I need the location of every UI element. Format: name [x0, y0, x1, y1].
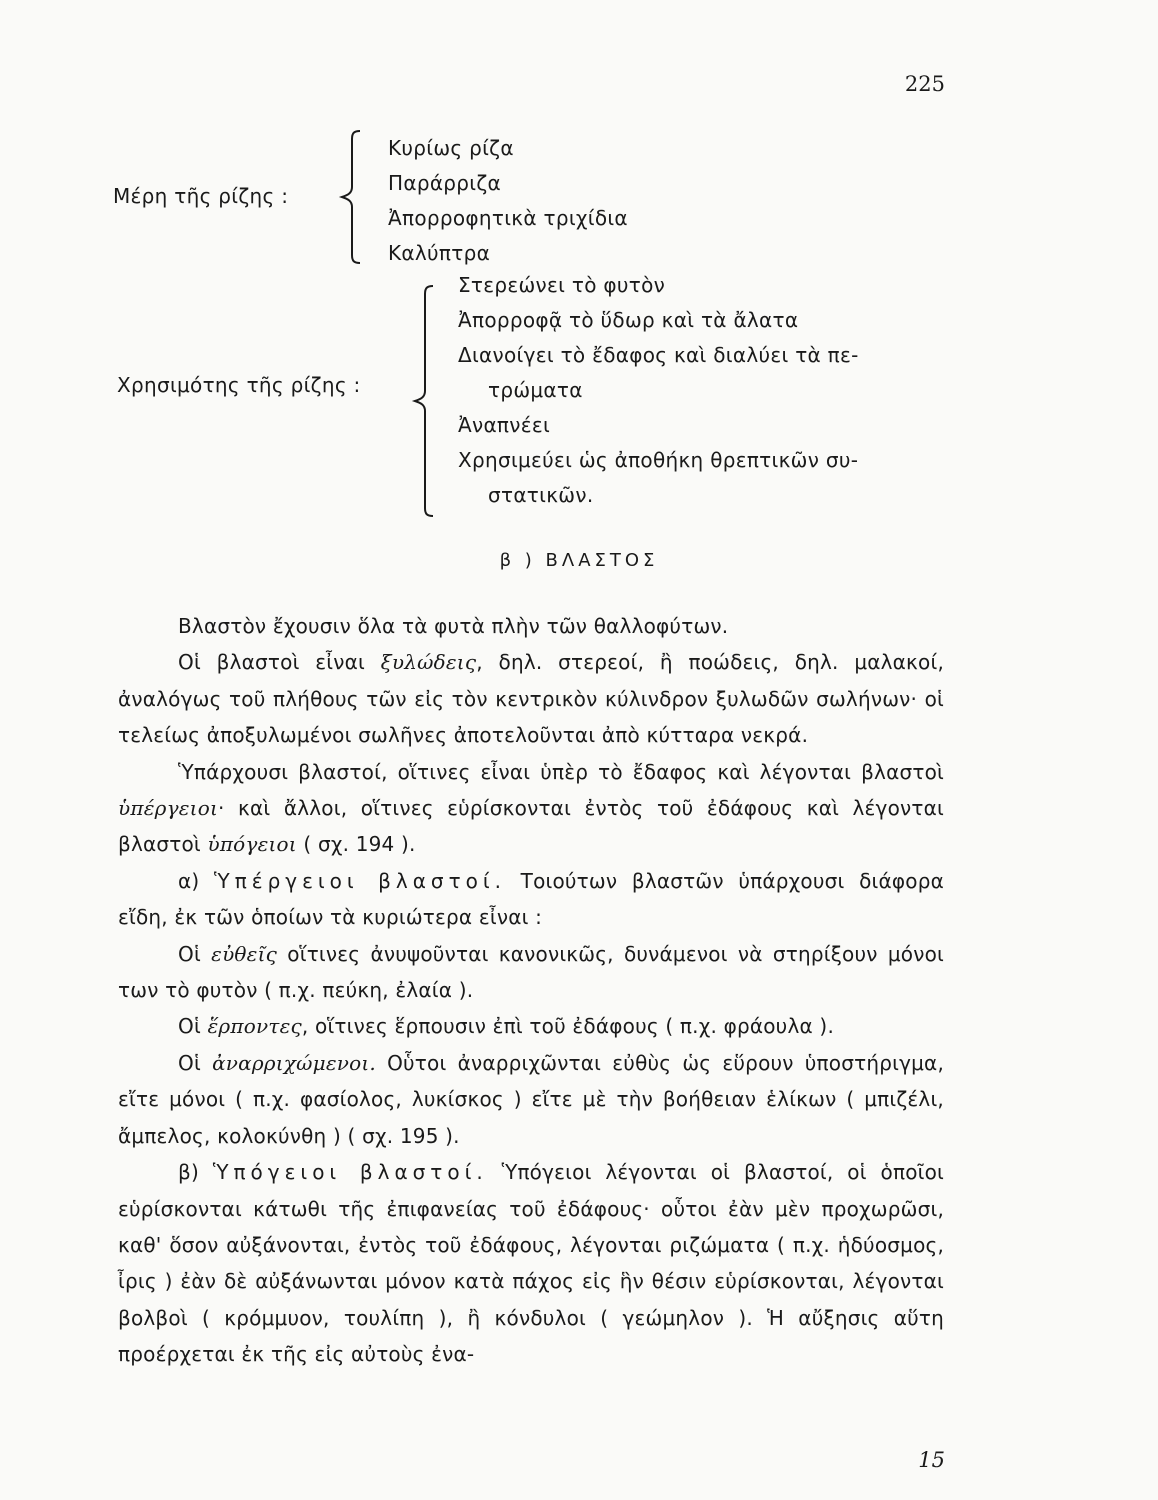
page-number: 225 — [904, 72, 945, 96]
left-brace-icon — [405, 284, 439, 518]
roots-uses-list — [458, 268, 859, 513]
list-item: στατικῶν. — [488, 483, 594, 507]
body-text — [118, 608, 944, 1373]
list-item: Καλύπτρα — [388, 241, 491, 265]
paragraph: Οἱ ἕρποντες, οἵτινες ἕρπουσιν ἐπὶ τοῦ ἐδάφους ( π.χ. φράουλα ). — [178, 1014, 834, 1039]
list-item: Κυρίως ρίζα — [388, 136, 514, 160]
roots-parts-list — [388, 131, 628, 271]
list-item: Χρησιμεύει ὡς ἀποθήκη θρεπτικῶν συ- — [458, 448, 859, 472]
list-item: Ἀπορροφᾷ τὸ ὕδωρ καὶ τὰ ἄλατα — [458, 308, 799, 332]
emphasis: ὑπέργειοι — [118, 796, 219, 821]
list-item: Ἀπορροφητικὰ τριχίδια — [388, 206, 628, 230]
list-item: Στερεώνει τὸ φυτὸν — [458, 273, 666, 297]
left-brace-icon — [332, 129, 366, 265]
list-item: Παράρριζα — [388, 171, 502, 195]
emphasis: ὑπόγειοι — [207, 832, 297, 857]
roots-parts-label: Μέρη τῆς ρίζης : — [113, 184, 289, 208]
list-item: τρώματα — [488, 378, 583, 402]
paragraph: α) Ὑπέργειοι βλαστοί. Τοιούτων βλαστῶν ὑπάρχουσι διάφορα εἴδη, ἐκ τῶν ὁποίων τὰ κυριώτερα εἶναι : — [118, 868, 944, 930]
emphasis: ἀναρριχώμενοι. — [212, 1050, 376, 1075]
paragraph: Ὑπάρχουσι βλαστοί, οἵτινες εἶναι ὑπὲρ τὸ ἔδαφος καὶ λέγονται βλαστοὶ ὑπέργειοι· καὶ ἄλλοι, οἵτινες εὑρίσκονται ἐντὸς τοῦ ἐδάφους καὶ λέγονται βλαστοὶ ὑπόγειοι ( σχ. 194 ). — [118, 759, 944, 857]
roots-uses-label: Χρησιμότης τῆς ρίζης : — [117, 373, 361, 397]
paragraph: β) Ὑπόγειοι βλαστοί. Ὑπόγειοι λέγονται οἱ βλαστοί, οἱ ὁποῖοι εὑρίσκονται κάτωθι τῆς ἐπιφανείας τοῦ ἐδάφους· οὗτοι ἐὰν μὲν προχωρῶσι, καθ' ὅσον αὐξάνονται, ἐντὸς τοῦ ἐδάφους, λέγονται ριζώματα ( π.χ. ἡδύοσμος, ἶρις ) ἐὰν δὲ αὐξάνωνται μόνον κατὰ πάχος εἰς ἣν θέσιν εὑρίσκονται, λέγονται βολβοὶ ( κρόμμυον, τουλίπη ), ἢ κόνδυλοι ( γεώμηλον ). Ἡ αὔξησις αὕτη προέρχεται ἐκ τῆς εἰς αὐτοὺς ἐνα- — [118, 1160, 945, 1367]
list-item: Ἀναπνέει — [458, 413, 551, 437]
paragraph: Οἱ βλαστοὶ εἶναι ξυλώδεις, δηλ. στερεοί, ἢ ποώδεις, δηλ. μαλακοί, ἀναλόγως τοῦ πλήθους τῶν εἰς τὸν κεντρικὸν κύλινδρον ξυλωδῶν σωλήνων· οἱ τελείως ἀποξυλωμένοι σωλῆνες ἀποτελοῦνται ἀπὸ κύτταρα νεκρά. — [118, 650, 945, 748]
list-item: Διανοίγει τὸ ἔδαφος καὶ διαλύει τὰ πε- — [458, 343, 859, 367]
subheading: Ὑπόγειοι βλαστοί. — [212, 1160, 488, 1185]
paragraph: Οἱ εὐθεῖς οἵτινες ἀνυψοῦνται κανονικῶς, δυνάμενοι νὰ στηρίξουν μόνοι των τὸ φυτὸν ( π.χ. πεύκη, ἐλαία ). — [118, 941, 944, 1003]
emphasis: ξυλώδεις — [380, 650, 477, 675]
section-heading: β ) ΒΛΑΣΤΟΣ — [499, 550, 659, 571]
emphasis: ἕρποντες — [207, 1014, 302, 1039]
emphasis: εὐθεῖς — [211, 941, 278, 966]
subheading: Ὑπέργειοι βλαστοί. — [214, 868, 506, 893]
signature-mark: 15 — [918, 1448, 945, 1472]
paragraph: Βλαστὸν ἔχουσιν ὅλα τὰ φυτὰ πλὴν τῶν θαλλοφύτων. — [178, 614, 729, 638]
paragraph: Οἱ ἀναρριχώμενοι. Οὗτοι ἀναρριχῶνται εὐθὺς ὡς εὕρουν ὑποστήριγμα, εἴτε μόνοι ( π.χ. φασίολος, λυκίσκος ) εἴτε μὲ τὴν βοήθειαν ἑλίκων ( μπιζέλι, ἄμπελος, κολοκύνθη ) ( σχ. 195 ). — [118, 1050, 944, 1148]
